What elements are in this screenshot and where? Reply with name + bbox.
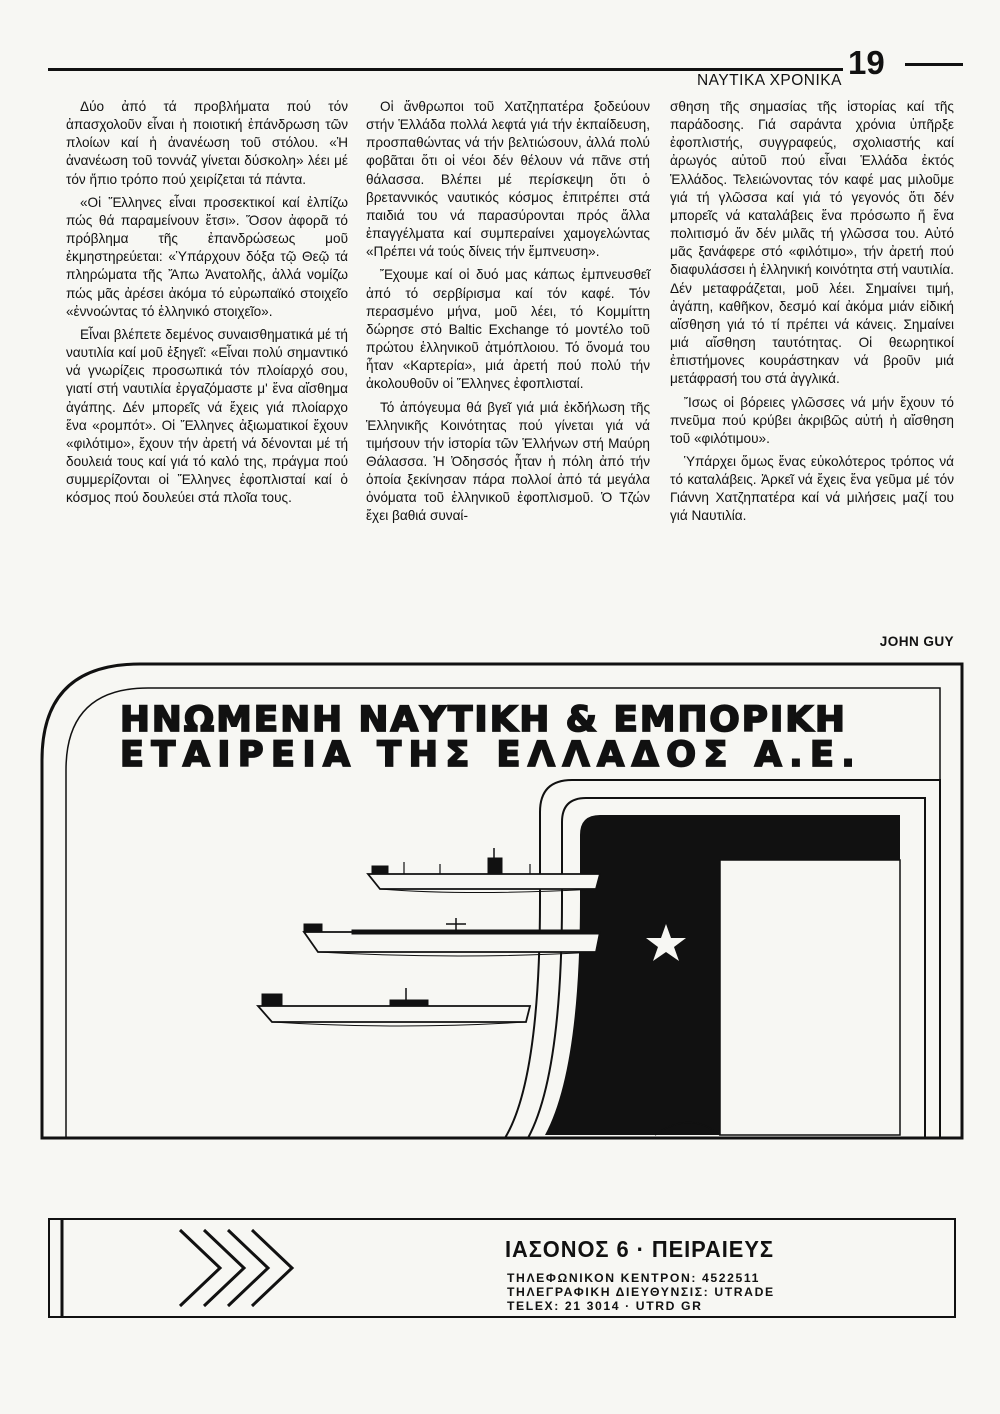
telegraph-line: ΤΗΛΕΓΡΑΦΙΚΗ ΔΙΕΥΘΥΝΣΙΣ: UTRADE [507,1285,775,1299]
company-address: ΙΑΣΟΝΟΣ 6 · ΠΕΙΡΑΙΕΥΣ [505,1236,774,1262]
paragraph: Εἶναι βλέπετε δεμένος συναισθηματικά μέ τή ναυτιλία καί μοῦ ἐξηγεῖ: «Εἶναι πολύ σημαντικό νά γνωρίζεις προσωπικά τόν πλοίαρχό σου, γιατί στή ναυτιλία ἐργαζόμαστε μ' ἕνα αἴσθημα ἀγάπης. Δέν μπορεῖς νά ἔχεις γιά πλοίαρχο ἕνα «ρομπότ». Οἱ Ἕλληνες ἀξιωματικοί ἔχουν «φιλότιμο», ἔχουν τήν ἀρετή νά δένονται μέ τή δουλειά τους καί γιά τό καλό της, πράγμα πού συμμερίζονται οἱ Ἕλληνες ἐφοπλισταί καί ὁ κόσμος πού δουλεύει στά πλοῖα τους. [66,326,348,506]
telex-line: TELEX: 21 3014 · UTRD GR [507,1299,703,1313]
paragraph: Δύο ἀπό τά προβλήματα πού τόν ἀπασχολοῦν εἶναι ἡ ποιοτική ἐπάνδρωση τῶν πλοίων καί ἡ ἀνανέωση τοῦ στόλου. «Ἡ ἀνανέωση τοῦ τοννάζ γίνεται δύσκολη» λέει μέ τόν ἤπιο τρόπο πού χειρίζεται τά πάντα. [66,99,348,187]
paragraph: Ὑπάρχει ὅμως ἕνας εὐκολότερος τρόπος νά τό καταλάβεις. Ἀρκεῖ νά ἔχεις ἕνα γεῦμα μέ τόν Γιάννη Χατζηπατέρα καί νά μιλήσεις μαζί του γιά Ναυτιλία. [670,453,954,524]
contact-box [48,1218,956,1318]
paragraph: Οἱ ἄνθρωποι τοῦ Χατζηπατέρα ξοδεύουν στήν Ἑλλάδα πολλά λεφτά γιά τήν ἐκπαίδευση, προσπαθώντας νά τήν βελτιώσουν, ἀλλά πολύ φοβᾶται ὅτι οἱ νέοι δέν θέλουν νά πᾶνε στή θάλασσα. Βλέπει μέ περίσκεψη ὅτι ὁ βρεταννικός ναυτικός κόσμος ἐπιτρέπει στά παιδιά του νά παρασύρονται πρός ἄλλα ἐπαγγέλματα καί συμπεραίνει χαμογελώντας «Πρέπει νά τούς δίνεις τήν ἔμπνευση». [366,99,650,260]
ship-icon [258,848,600,1022]
magazine-title: ΝΑΥΤΙΚΑ ΧΡΟΝΙΚΑ [696,72,842,89]
page-number: 19 [848,44,885,81]
advert-title-line-2: ΕΤΑΙΡΕΙΑ ΤΗΣ ΕΛΛΑΔΟΣ Α.Ε. [120,735,863,775]
advert-title-line-1: ΗΝΩΜΕΝΗ ΝΑΥΤΙΚΗ & ΕΜΠΟΡΙΚΗ [120,700,847,740]
paragraph: Ἴσως οἱ βόρειες γλῶσσες νά μήν ἔχουν τό πνεῦμα πού κρύβει ἀκριβῶς αὐτή ἡ αἴσθηση τοῦ «φιλότιμου». [670,394,954,446]
paragraph: Τό ἀπόγευμα θά βγεῖ γιά μιά ἐκδήλωση τῆς Ἑλληνικῆς Κοινότητας πού γίνεται γιά νά τιμήσουν τήν ἱστορία τῶν Ἑλλήνων στή Μαύρη Θάλασσα. Ἡ Ὀδησσός ἦταν ἡ πόλη ἀπό τήν ὁποία ξεκίνησαν πάρα πολλοί ἀπό τά μεγάλα ὀνόματα τοῦ ἑλληνικοῦ ἐφοπλισμοῦ. Ὁ Τζών ἔχει βαθιά συναί- [366,399,650,524]
funnel-icon [505,780,940,1138]
phone-line: ΤΗΛΕΦΩΝΙΚΟΝ ΚΕΝΤΡΟΝ: 4522511 [507,1271,760,1285]
paragraph: Ἔχουμε καί οἱ δυό μας κάπως ἐμπνευσθεῖ ἀπό τό σερβίρισμα καί τόν καφέ. Τόν περασμένο μήνα, μοῦ λέει, τό Κομμίττη δώρησε στό Baltic Exchange τό μοντέλο τοῦ πρώτου ἑλληνικοῦ ἀτμόπλοιου. Τό ὄνομά του ἦταν «Καρτερία», μιά ἀρετή πού πολύ τήν ἀκολουθοῦν οἱ Ἕλληνες ἐφοπλισταί. [366,267,650,392]
paragraph: σθηση τῆς σημασίας τῆς ἱστορίας καί τῆς παράδοσης. Γιά σαράντα χρόνια ὑπῆρξε ἐφοπλιστής, συγγραφεύς, σχολιαστής καί ἀρωγός αὐτοῦ πού εἶναι Ἑλλάδα ἐκτός Ἑλλάδος. Τελειώνοντας τόν καφέ μας μιλοῦμε γιά τή γλῶσσα καί γιά τό γεγονός ὅτι δέν μπορεῖς νά καταλάβεις ἕνα πρόσωπο ἤ ἕνα πολιτισμό ἄν δέν μιλᾶς τή γλῶσσα του. Αὐτό μᾶς ξανάφερε στό «φιλότιμο», τήν ἀρετή πού διαφυλάσσει ἡ ἑλληνική κοινότητα στή ναυτιλία. Δέν μεταφράζεται, μοῦ λέει. Σημαίνει τιμή, ἀγάπη, καθῆκον, δεσμό καί ἀκόμα μιάν εἰδική αἴσθηση γιά τό τί πρέπει νά κάνεις. Σημαίνει μιά αἴσθηση ταυτότητας. Οἱ θεωρητικοί ἐπιστήμονες κουράστηκαν νά βροῦν μιά μετάφρασή του στά ἀγγλικά. [670,99,954,387]
paragraph: «Οἱ Ἕλληνες εἶναι προσεκτικοί καί ἐλπίζω πώς θά παραμείνουν ἔτσι». Ὅσον ἀφορᾶ τό πρόβλημα τῆς ἐπανδρώσεως μοῦ ἐκμηστηρεύεται: «Ὑπάρχουν δόξα τῷ Θεῷ τά πληρώματα τῆς Ἄπω Ἀνατολῆς, ἀλλά νομίζω πώς μᾶς ἀρέσει ἀκόμα τό εὐρωπαϊκό στοιχεῖο «ἐννοώντας τό ἑλληνικό στοιχεῖο». [66,194,348,319]
author-signature: JOHN GUY [879,634,954,649]
